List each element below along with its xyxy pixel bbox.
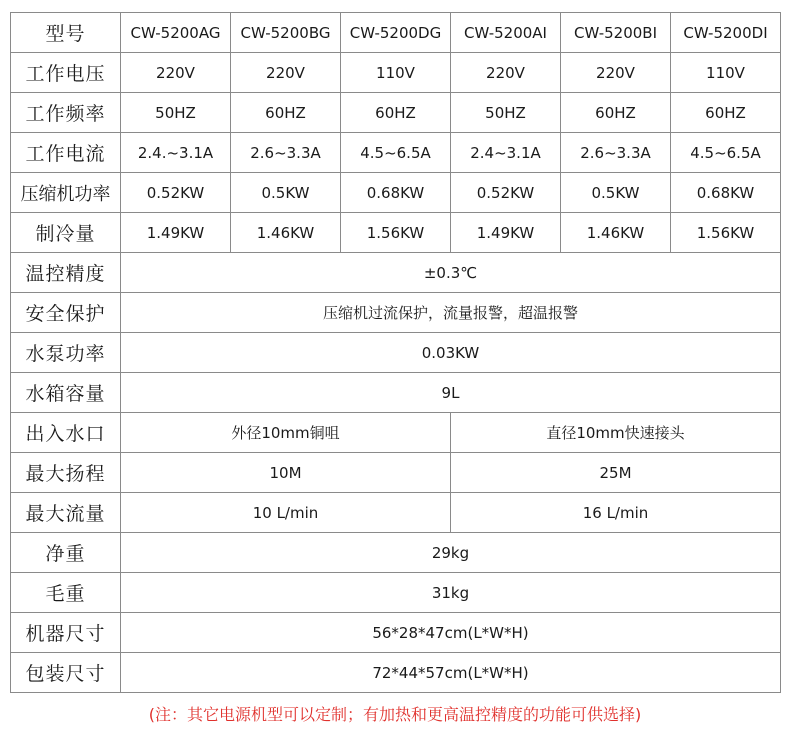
table-cell: 110V [341,53,451,93]
model-name: CW-5200BI [561,13,671,53]
table-row-tank-capacity [11,373,781,413]
row-label: 毛重 [11,573,121,613]
table-cell: 50HZ [451,93,561,133]
table-cell: 220V [121,53,231,93]
table-cell: 2.4~3.1A [451,133,561,173]
table-row-temp-precision [11,253,781,293]
table-row-pump-power [11,333,781,373]
table-cell: 直径10mm快速接头 [451,413,781,453]
table-cell: 0.03KW [121,333,781,373]
table-row-frequency [11,93,781,133]
model-name: CW-5200AI [451,13,561,53]
model-name: CW-5200DI [671,13,781,53]
table-cell: 220V [451,53,561,93]
table-row-machine-size [11,613,781,653]
table-row-package-size [11,653,781,693]
table-row-gross-weight [11,573,781,613]
table-cell: 60HZ [231,93,341,133]
row-label: 出入水口 [11,413,121,453]
table-cell: 0.5KW [231,173,341,213]
table-cell: 0.5KW [561,173,671,213]
footnote: (注：其它电源机型可以定制；有加热和更高温控精度的功能可供选择) [148,705,642,724]
row-label: 温控精度 [11,253,121,293]
row-label: 工作电流 [11,133,121,173]
table-cell: 1.46KW [231,213,341,253]
model-name: CW-5200DG [341,13,451,53]
row-label: 最大流量 [11,493,121,533]
table-cell: 压缩机过流保护，流量报警，超温报警 [121,293,781,333]
table-cell: 72*44*57cm(L*W*H) [121,653,781,693]
table-cell: 50HZ [121,93,231,133]
row-label: 最大扬程 [11,453,121,493]
table-cell: 2.4.~3.1A [121,133,231,173]
table-row-water-ports [11,413,781,453]
table-cell: 60HZ [341,93,451,133]
model-label: 型号 [11,13,121,53]
row-label: 工作频率 [11,93,121,133]
model-name: CW-5200AG [121,13,231,53]
table-cell: 110V [671,53,781,93]
table-cell: 31kg [121,573,781,613]
row-label: 安全保护 [11,293,121,333]
table-row-compressor-power [11,173,781,213]
table-cell: 1.49KW [451,213,561,253]
row-label: 包装尺寸 [11,653,121,693]
table-row-max-head [11,453,781,493]
table-row-current [11,133,781,173]
model-name: CW-5200BG [231,13,341,53]
table-row-voltage [11,53,781,93]
table-row-cooling-capacity [11,213,781,253]
row-label: 水箱容量 [11,373,121,413]
table-cell: 0.52KW [451,173,561,213]
table-cell: 60HZ [561,93,671,133]
table-cell: 0.68KW [341,173,451,213]
table-cell: 10M [121,453,451,493]
table-cell: 外径10mm铜咀 [121,413,451,453]
table-cell: ±0.3℃ [121,253,781,293]
table-cell: 29kg [121,533,781,573]
table-cell: 60HZ [671,93,781,133]
table-cell: 10 L/min [121,493,451,533]
row-label: 水泵功率 [11,333,121,373]
table-cell: 2.6~3.3A [561,133,671,173]
table-cell: 220V [561,53,671,93]
table-cell: 1.46KW [561,213,671,253]
table-cell: 9L [121,373,781,413]
table-row-max-flow [11,493,781,533]
table-cell: 1.56KW [671,213,781,253]
table-cell: 4.5~6.5A [341,133,451,173]
table-cell: 2.6~3.3A [231,133,341,173]
table-header-row [11,13,781,53]
table-cell: 0.52KW [121,173,231,213]
table-row-safety [11,293,781,333]
spec-table [10,12,781,693]
row-label: 机器尺寸 [11,613,121,653]
table-cell: 25M [451,453,781,493]
table-cell: 220V [231,53,341,93]
row-label: 净重 [11,533,121,573]
table-cell: 1.49KW [121,213,231,253]
table-cell: 0.68KW [671,173,781,213]
table-cell: 4.5~6.5A [671,133,781,173]
row-label: 压缩机功率 [11,173,121,213]
table-cell: 1.56KW [341,213,451,253]
row-label: 制冷量 [11,213,121,253]
table-cell: 16 L/min [451,493,781,533]
row-label: 工作电压 [11,53,121,93]
table-row-net-weight [11,533,781,573]
table-cell: 56*28*47cm(L*W*H) [121,613,781,653]
